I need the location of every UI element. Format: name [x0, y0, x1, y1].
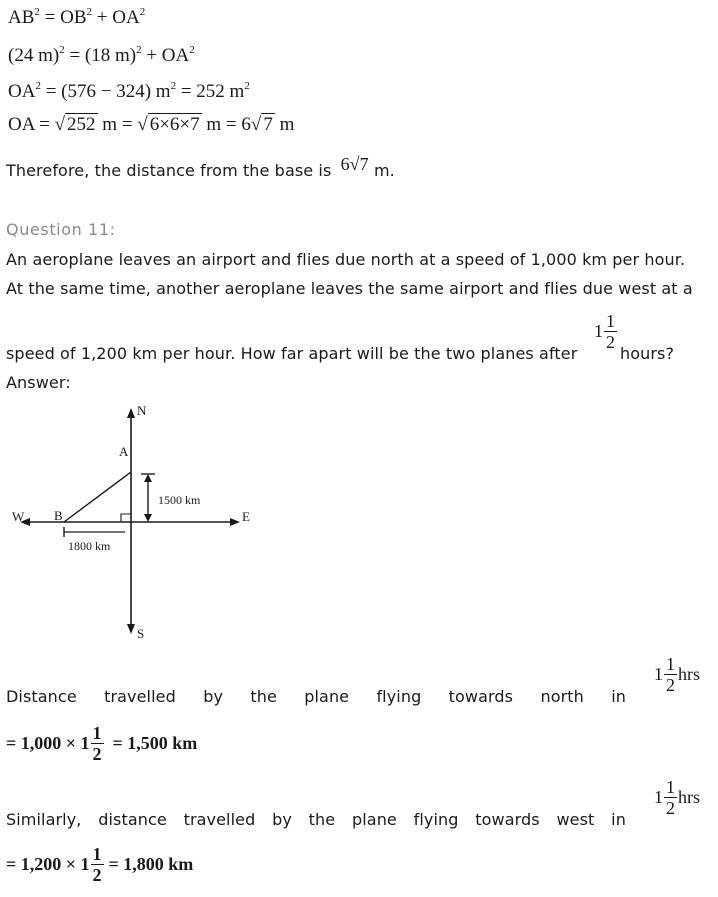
west-mixed-num: 1	[666, 777, 675, 797]
question-line-3: speed of 1,200 km per hour. How far apart will be the two planes after	[6, 344, 578, 363]
north-dimension-arrow-bottom	[144, 514, 152, 522]
north-word: travelled	[104, 687, 176, 706]
eq4-radicand2: 6×6×7	[149, 114, 200, 135]
question-mixed-num: 1	[606, 311, 615, 331]
right-angle-marker	[121, 514, 131, 522]
west-word: flying	[413, 810, 459, 829]
eq2-p1: (24 m)	[8, 45, 60, 66]
north-word: the	[250, 687, 277, 706]
eq1-sup3: 2	[139, 6, 146, 18]
label-north-distance: 1500 km	[158, 493, 201, 507]
equation-oa-squared	[8, 80, 250, 103]
question-heading: Question 11:	[6, 220, 116, 239]
question-line-2: At the same time, another aeroplane leaves the same airport and flies due west at a	[6, 279, 693, 298]
eq2-sup1: 2	[59, 44, 65, 56]
eq4-radicand1: 252	[67, 114, 96, 135]
north-calc-prefix: = 1,000 × 1	[6, 733, 90, 753]
eq4-m3: m	[279, 114, 295, 135]
west-time-mixed	[654, 778, 700, 817]
question-line-1: An aeroplane leaves an airport and flies due north at a speed of 1,000 km per hour.	[6, 250, 686, 269]
eq4-radicand3: 7	[263, 114, 273, 135]
eq3-sup2: 2	[170, 80, 177, 92]
north-word: by	[203, 687, 224, 706]
label-south: S	[137, 626, 145, 641]
west-calc-prefix: = 1,200 × 1	[6, 854, 90, 874]
eq1-sup1: 2	[34, 6, 40, 18]
label-east: E	[242, 509, 250, 524]
north-calc-result: = 1,500 km	[112, 733, 198, 753]
north-mixed-unit: hrs	[678, 664, 700, 684]
equation-oa-result	[8, 114, 294, 136]
eq3-tail: = 252 m	[180, 81, 245, 102]
eq3-sup1: 2	[35, 80, 41, 92]
north-word: Distance	[6, 687, 77, 706]
north-arrowhead	[127, 408, 135, 418]
west-word: Similarly,	[6, 810, 82, 829]
west-word: distance	[98, 810, 167, 829]
west-mixed-unit: hrs	[678, 787, 700, 807]
north-mixed-num: 1	[666, 654, 675, 674]
north-calculation	[6, 724, 197, 763]
north-word: flying	[376, 687, 422, 706]
question-mixed-den: 2	[606, 332, 615, 352]
label-north: N	[137, 403, 147, 418]
conclusion-line	[6, 154, 395, 181]
west-word: west	[556, 810, 595, 829]
eq3-sup3: 2	[244, 80, 250, 92]
eq1-lhs: AB	[8, 7, 35, 28]
west-word: by	[272, 810, 292, 829]
north-word: plane	[304, 687, 350, 706]
north-calc-den: 2	[92, 744, 102, 764]
south-arrowhead	[127, 624, 135, 634]
west-word: the	[308, 810, 336, 829]
conclusion-value: 6√7	[340, 154, 369, 174]
north-mixed-den: 2	[666, 675, 675, 695]
equation-substitution	[8, 44, 195, 67]
eq1-rest: = OB	[44, 7, 87, 28]
north-word: in	[611, 687, 626, 706]
west-calc-num: 1	[92, 844, 102, 864]
conclusion-text: Therefore, the distance from the base is	[6, 161, 332, 180]
north-word: north	[540, 687, 584, 706]
north-mixed-whole: 1	[654, 664, 663, 684]
north-dimension-arrow-top	[144, 474, 152, 482]
equation-pythagoras	[8, 6, 145, 29]
eq4-m1: m = √	[102, 114, 148, 135]
north-time-mixed	[654, 655, 700, 694]
label-point-a: A	[119, 444, 129, 459]
eq4-lhs: OA = √	[8, 114, 66, 135]
west-calc-result: = 1,800 km	[108, 854, 194, 874]
west-word: in	[611, 810, 626, 829]
west-mixed-whole: 1	[654, 787, 663, 807]
eq3-lhs: OA	[8, 81, 36, 102]
west-word: plane	[351, 810, 397, 829]
eq2-sup2: 2	[136, 44, 142, 56]
question-line-3-end: hours?	[620, 344, 675, 363]
question-mixed-number	[594, 312, 618, 351]
north-word: towards	[448, 687, 514, 706]
label-west-distance: 1800 km	[68, 539, 111, 553]
east-arrowhead	[230, 518, 240, 526]
eq2-eq: = (18 m)	[69, 45, 137, 66]
question-mixed-whole: 1	[594, 321, 603, 341]
north-calc-num: 1	[92, 723, 102, 743]
west-calculation	[6, 845, 193, 884]
west-word: travelled	[183, 810, 256, 829]
west-paragraph-line	[6, 810, 626, 829]
eq2-tail: + OA	[146, 45, 190, 66]
west-calc-den: 2	[92, 865, 102, 885]
eq2-sup3: 2	[189, 44, 195, 56]
compass-diagram	[0, 400, 270, 645]
north-paragraph-line	[6, 687, 626, 706]
west-mixed-den: 2	[666, 798, 675, 818]
eq4-m2: m = 6√	[206, 114, 262, 135]
label-west: W	[12, 509, 25, 524]
eq3-mid: = (576 − 324) m	[45, 81, 171, 102]
label-point-b: B	[54, 508, 63, 523]
answer-label: Answer:	[6, 373, 71, 392]
eq1-sup2: 2	[86, 6, 93, 18]
conclusion-unit: m.	[373, 161, 395, 180]
west-word: towards	[475, 810, 540, 829]
eq1-tail: + OA	[96, 7, 140, 28]
